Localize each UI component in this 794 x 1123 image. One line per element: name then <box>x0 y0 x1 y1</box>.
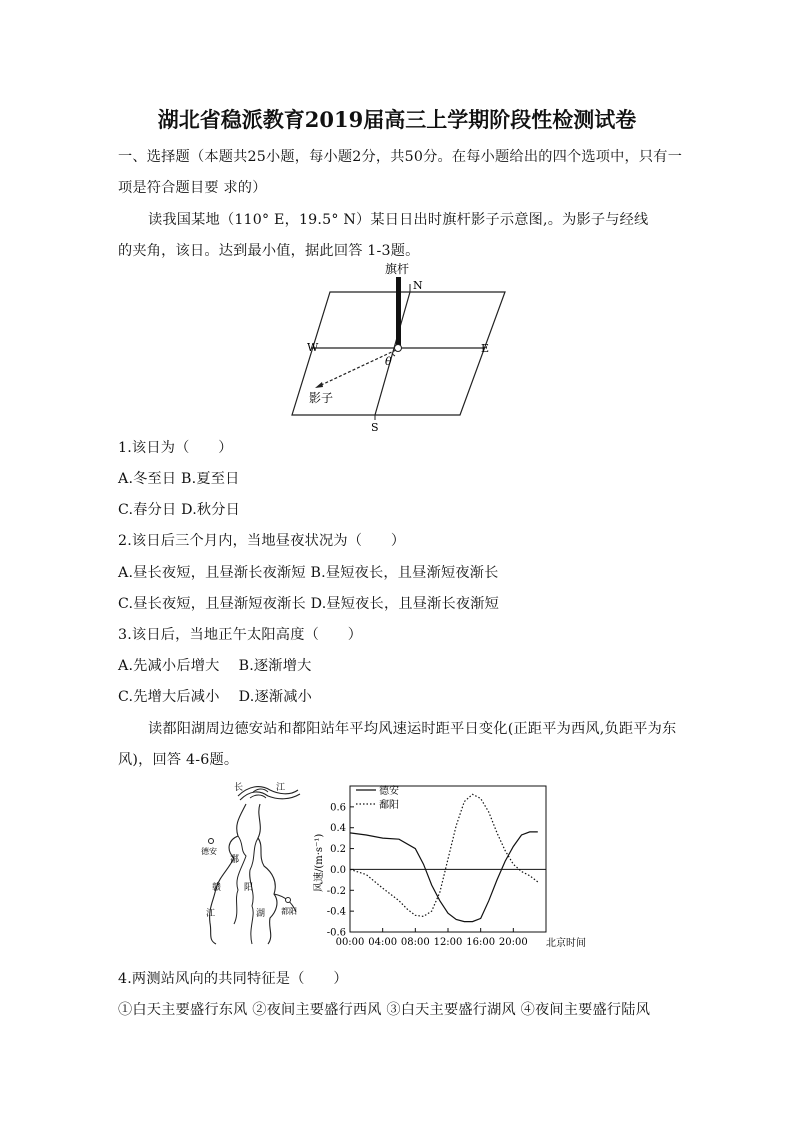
theta-label: θ <box>385 355 392 368</box>
q2-stem: 2.该日后三个月内，当地昼夜状况为（ ） <box>118 533 406 549</box>
y-tick-label-0: 0.6 <box>330 802 346 814</box>
y-tick-label-2: 0.2 <box>330 844 346 856</box>
north-label: N <box>413 279 423 292</box>
intro2-line1: 读都阳湖周边德安站和都阳站年平均风速运时距平日变化(正距平为西风,负距平为东 <box>148 721 677 737</box>
intro2-line2: 风)，回答 4-6题。 <box>118 752 239 768</box>
map-label-chang: 长 <box>234 783 244 793</box>
x-tick-label-2: 08:00 <box>400 937 430 948</box>
q3-options-cd: C.先增大后减小 D.逐渐减小 <box>118 689 313 705</box>
y-tick-label-6: -0.6 <box>326 927 346 939</box>
x-tick-label-5: 20:00 <box>498 937 528 948</box>
lake-outline-west <box>210 804 246 944</box>
q1-options-cd: C.春分日 D.秋分日 <box>118 502 241 518</box>
section-heading-line2: 项是符合题目要 求的） <box>118 180 267 196</box>
flagpole-shadow-diagram <box>285 262 510 432</box>
y-tick-label-4: -0.2 <box>326 885 346 897</box>
map-label-po: 鄱 <box>230 855 240 865</box>
east-label: E <box>481 342 490 355</box>
x-tick-label-1: 04:00 <box>368 937 398 948</box>
x-tick-label-0: 00:00 <box>335 937 365 948</box>
legend-dean: 德安 <box>379 786 399 797</box>
y-tick-label-3: 0.0 <box>330 864 346 876</box>
q1-options-ab: A.冬至日 B.夏至日 <box>118 471 240 487</box>
q2-options-ab: A.昼长夜短，且昼渐长夜渐短 B.昼短夜长，且昼渐短夜渐长 <box>118 565 499 581</box>
lake-outline-east <box>258 804 277 944</box>
map-label-gan: 赣 <box>212 883 222 893</box>
west-label: W <box>307 341 319 354</box>
south-label: S <box>371 421 379 432</box>
map-label-yang: 阳 <box>244 883 254 893</box>
flagpole <box>396 277 401 348</box>
y-tick-label-5: -0.4 <box>326 906 346 918</box>
q4-options: ①白天主要盛行东风 ②夜间主要盛行西风 ③白天主要盛行湖风 ④夜间主要盛行陆风 <box>118 1002 651 1018</box>
q4-stem: 4.两测站风向的共同特征是（ ） <box>118 971 348 987</box>
map-label-jiang2: 江 <box>206 909 216 919</box>
q3-options-ab: A.先减小后增大 B.逐渐增大 <box>118 658 312 674</box>
page-title: 湖北省稳派教育2019届高三上学期阶段性检测试卷 <box>157 107 637 132</box>
q3-stem: 3.该日后，当地正午太阳高度（ ） <box>118 627 363 643</box>
chart-xlabel: 北京时间 <box>546 938 586 949</box>
x-tick-label-3: 12:00 <box>433 937 463 948</box>
shadow-arrowhead <box>315 382 323 388</box>
poyang-lake-map <box>198 778 308 946</box>
shadow-label: 影子 <box>309 391 334 405</box>
dean-station-marker <box>209 839 214 844</box>
map-label-hu: 湖 <box>256 909 266 919</box>
section-heading-line1: 一、选择题（本题共25小题，每小题2分，共50分。在每小题给出的四个选项中，只有一 <box>118 149 683 165</box>
chart-legend <box>356 784 399 811</box>
pole-label: 旗杆 <box>385 262 410 276</box>
x-tick-label-4: 16:00 <box>466 937 496 948</box>
intro1-line2: 的夹角，该日。达到最小值，据此回答 1-3题。 <box>118 243 420 259</box>
map-label-jiang1: 江 <box>276 783 286 793</box>
map-label-dean: 德安 <box>201 847 217 856</box>
q2-options-cd: C.昼长夜短，且昼渐短夜渐长 D.昼短夜长，且昼渐长夜渐短 <box>118 596 500 612</box>
series-line-dean <box>350 832 538 922</box>
intro1-line1: 读我国某地（110° E，19.5° N）某日日出时旗杆影子示意图,。为影子与经线 <box>148 212 649 228</box>
series-line-duyang <box>350 794 538 916</box>
q1-stem: 1.该日为（ ） <box>118 440 233 456</box>
map-label-duyang: 都阳 <box>281 907 297 916</box>
duyang-station-marker <box>286 898 291 903</box>
legend-duyang: 鄱阳 <box>379 800 399 811</box>
y-tick-label-1: 0.4 <box>330 823 346 835</box>
wind-anomaly-chart <box>310 780 600 952</box>
chart-ylabel: 风速/(m·s⁻¹) <box>314 833 325 892</box>
